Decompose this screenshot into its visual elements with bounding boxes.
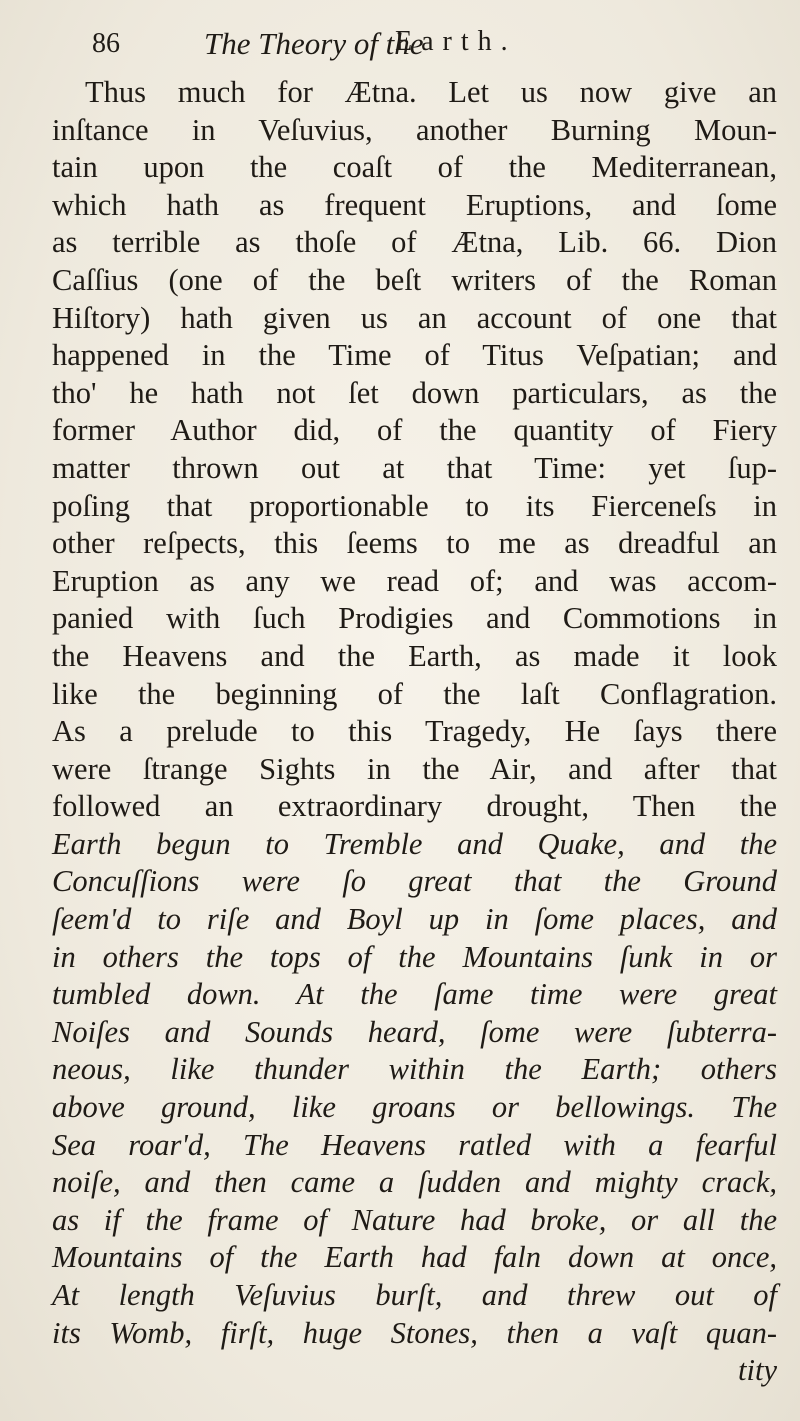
text-line: former Author did, of the quantity of Fiery [52, 413, 777, 448]
body-text [52, 74, 777, 1390]
text-line: Earth begun to Tremble and Quake, and the [52, 826, 777, 861]
text-line: At length Veſuvius burſt, and threw out of [52, 1278, 777, 1312]
text-line: Hiſtory) hath given us an account of one that [52, 300, 777, 335]
text-line: Sea roar'd, The Heavens ratled with a fearful [52, 1127, 777, 1162]
text-line: which hath as frequent Eruptions, and ſome [52, 187, 777, 222]
text-line: other reſpects, this ſeems to me as dreadful an [52, 526, 777, 561]
text-line: Thus much for Ætna. Let us now give an [85, 75, 777, 109]
text-line: inſtance in Veſuvius, another Burning Moun- [52, 112, 777, 147]
text-line: were ſtrange Sights in the Air, and after that [52, 751, 777, 786]
page-number: 86 [92, 28, 120, 59]
text-line: as terrible as thoſe of Ætna, Lib. 66. Dion [52, 225, 777, 260]
catchword: tity [738, 1353, 777, 1388]
text-line: tumbled down. At the ſame time were great [52, 977, 777, 1012]
text-line: like the beginning of the laſt Conflagration. [52, 676, 777, 711]
text-line: Mountains of the Earth had faln down at once, [52, 1240, 777, 1275]
text-line: neous, like thunder within the Earth; others [52, 1052, 777, 1087]
text-line: as if the frame of Nature had broke, or all the [52, 1202, 777, 1237]
text-line: above ground, like groans or bellowings. The [52, 1090, 777, 1125]
text-line: in others the tops of the Mountains ſunk in or [52, 939, 777, 974]
text-line: matter thrown out at that Time: yet ſup- [52, 450, 777, 485]
text-line: tain upon the coaſt of the Mediterranean, [52, 150, 777, 185]
running-title: The Theory of the [204, 26, 424, 61]
text-line: ſeem'd to riſe and Boyl up in ſome places, and [52, 902, 777, 937]
text-line: Concuſſions were ſo great that the Ground [52, 864, 777, 899]
text-line: its Womb, firſt, huge Stones, then a vaſt quan- [52, 1315, 777, 1350]
page-header [92, 22, 772, 66]
text-line: Eruption as any we read of; and was accom- [52, 563, 777, 598]
text-line: the Heavens and the Earth, as made it look [52, 638, 777, 673]
text-line: Noiſes and Sounds heard, ſome were ſubterra- [52, 1014, 777, 1049]
text-line: poſing that proportionable to its Fierceneſs in [52, 488, 777, 523]
text-line: tho' he hath not ſet down particulars, as the [52, 375, 777, 410]
running-title-caps: Earth. [395, 26, 517, 57]
text-line: Caſſius (one of the beſt writers of the Roman [52, 262, 777, 297]
text-line: happened in the Time of Titus Veſpatian; and [52, 338, 777, 373]
text-line: As a prelude to this Tragedy, He ſays there [52, 714, 777, 749]
text-line: noiſe, and then came a ſudden and mighty crack, [52, 1165, 777, 1200]
text-line: followed an extraordinary drought, Then the [52, 789, 777, 824]
text-line: panied with ſuch Prodigies and Commotions in [52, 601, 777, 636]
